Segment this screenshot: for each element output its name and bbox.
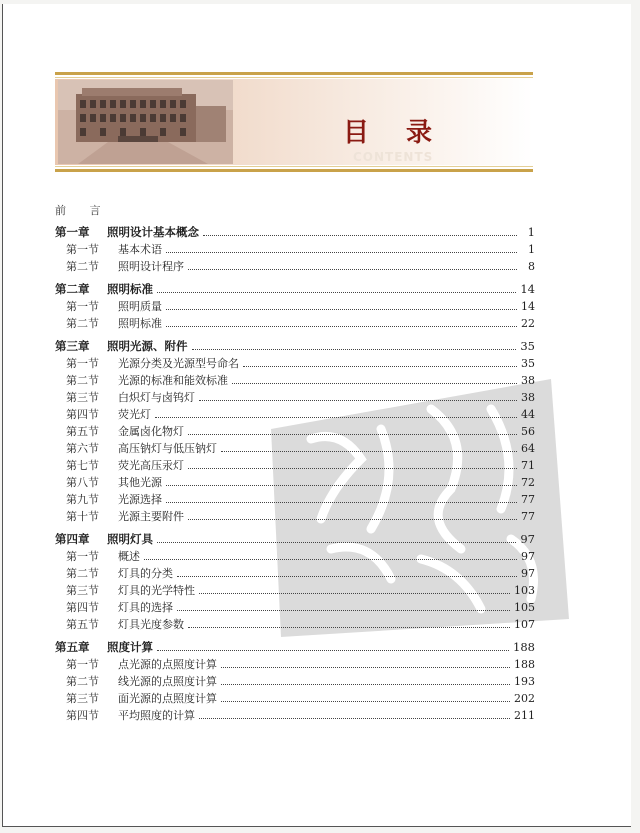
dot-leader: [221, 700, 510, 702]
section-title: 灯具的光学特性: [118, 584, 195, 597]
section-number: 第一节: [66, 550, 99, 563]
toc-section-row[interactable]: [55, 490, 535, 507]
chapter-number: 第五章: [55, 640, 90, 654]
toc-section-row[interactable]: [55, 439, 535, 456]
toc-section-row[interactable]: [55, 240, 535, 257]
section-number: 第四节: [66, 408, 99, 421]
toc-section-row[interactable]: [55, 388, 535, 405]
chapter-title: 照明设计基本概念: [107, 225, 199, 239]
page-number: 1: [528, 243, 535, 256]
section-title: 面光源的点照度计算: [118, 692, 217, 705]
page-number: 1: [527, 225, 535, 239]
page-number: 8: [528, 260, 535, 273]
toc-chapter-row[interactable]: [55, 337, 535, 354]
toc-section-row[interactable]: [55, 547, 535, 564]
dot-leader: [221, 683, 510, 685]
dot-leader: [221, 450, 517, 452]
section-title: 概述: [118, 550, 140, 563]
section-number: 第二节: [66, 260, 99, 273]
section-number: 第九节: [66, 493, 99, 506]
toc-section-row[interactable]: [55, 257, 535, 274]
toc-section-row[interactable]: [55, 598, 535, 615]
chapter-title: 照明标准: [107, 282, 153, 296]
toc-section-row[interactable]: [55, 507, 535, 524]
toc-chapter-4: [55, 530, 535, 632]
toc-chapter-1: [55, 223, 535, 274]
header-rule-top-thin: [55, 77, 533, 78]
page-number: 14: [521, 300, 535, 313]
chapter-number: 第一章: [55, 225, 90, 239]
section-title: 灯具的分类: [118, 567, 173, 580]
dot-leader: [155, 416, 517, 418]
dot-leader: [199, 592, 510, 594]
toc-section-row[interactable]: [55, 473, 535, 490]
toc-chapter-row[interactable]: [55, 638, 535, 655]
section-title: 其他光源: [118, 476, 162, 489]
page-title: 目 录: [343, 118, 447, 148]
section-title: 线光源的点照度计算: [118, 675, 217, 688]
page-number: 211: [514, 709, 535, 722]
page-number: 193: [514, 675, 535, 688]
toc-chapter-2: [55, 280, 535, 331]
dot-leader: [188, 518, 517, 520]
section-title: 荧光高压汞灯: [118, 459, 184, 472]
page-number: 14: [520, 282, 535, 296]
page-number: 202: [514, 692, 535, 705]
section-number: 第三节: [66, 584, 99, 597]
page-number: 38: [521, 374, 535, 387]
section-title: 荧光灯: [118, 408, 151, 421]
page-number: 44: [521, 408, 535, 421]
toc-section-row[interactable]: [55, 689, 535, 706]
toc-section-row[interactable]: [55, 456, 535, 473]
section-title: 灯具光度参数: [118, 618, 184, 631]
section-number: 第二节: [66, 567, 99, 580]
section-number: 第二节: [66, 675, 99, 688]
toc-section-row[interactable]: [55, 672, 535, 689]
dot-leader: [192, 348, 517, 350]
page-number: 35: [520, 339, 535, 353]
header-rule-bottom-thin: [55, 166, 533, 167]
page-number: 72: [521, 476, 535, 489]
page-number: 97: [521, 550, 535, 563]
dot-leader: [166, 308, 517, 310]
page-number: 188: [514, 658, 535, 671]
chapter-title: 照明光源、附件: [107, 339, 188, 353]
page-number: 22: [521, 317, 535, 330]
toc-section-row[interactable]: [55, 615, 535, 632]
toc-section-row[interactable]: [55, 655, 535, 672]
page-subtitle: CONTENTS: [353, 150, 434, 164]
toc-chapter-3: [55, 337, 535, 524]
section-title: 灯具的选择: [118, 601, 173, 614]
section-number: 第一节: [66, 300, 99, 313]
toc-chapter-row[interactable]: [55, 280, 535, 297]
section-title: 照明标准: [118, 317, 162, 330]
section-title: 金属卤化物灯: [118, 425, 184, 438]
section-title: 光源主要附件: [118, 510, 184, 523]
chapter-number: 第四章: [55, 532, 90, 546]
section-number: 第二节: [66, 374, 99, 387]
page-number: 105: [514, 601, 535, 614]
section-title: 白炽灯与卤钨灯: [118, 391, 195, 404]
dot-leader: [166, 501, 517, 503]
dot-leader: [188, 433, 517, 435]
section-title: 照明设计程序: [118, 260, 184, 273]
section-number: 第一节: [66, 357, 99, 370]
dot-leader: [177, 609, 510, 611]
header-rule-top: [55, 72, 533, 75]
chapter-title: 照明灯具: [107, 532, 153, 546]
dot-leader: [166, 484, 517, 486]
dot-leader: [157, 649, 509, 651]
header-rule-bottom: [55, 169, 533, 172]
page-number: 97: [520, 532, 535, 546]
page-number: 107: [514, 618, 535, 631]
preface-entry[interactable]: 前 言: [55, 204, 111, 217]
chapter-number: 第三章: [55, 339, 90, 353]
section-number: 第十节: [66, 510, 99, 523]
dot-leader: [199, 717, 510, 719]
dot-leader: [232, 382, 517, 384]
section-number: 第一节: [66, 243, 99, 256]
section-number: 第三节: [66, 391, 99, 404]
dot-leader: [203, 234, 517, 236]
toc-section-row[interactable]: [55, 297, 535, 314]
toc-section-row[interactable]: [55, 405, 535, 422]
chapter-number: 第二章: [55, 282, 90, 296]
section-title: 高压钠灯与低压钠灯: [118, 442, 217, 455]
dot-leader: [157, 541, 516, 543]
dot-leader: [144, 558, 517, 560]
dot-leader: [243, 365, 517, 367]
section-number: 第三节: [66, 692, 99, 705]
section-number: 第二节: [66, 317, 99, 330]
page-number: 64: [521, 442, 535, 455]
page-number: 77: [521, 510, 535, 523]
dot-leader: [188, 268, 517, 270]
building-photo-icon: [58, 80, 233, 164]
toc-section-row[interactable]: [55, 581, 535, 598]
section-title: 基本术语: [118, 243, 162, 256]
table-of-contents: [55, 223, 535, 727]
dot-leader: [199, 399, 517, 401]
section-title: 光源的标准和能效标准: [118, 374, 228, 387]
section-title: 平均照度的计算: [118, 709, 195, 722]
page-number: 77: [521, 493, 535, 506]
section-number: 第一节: [66, 658, 99, 671]
page-number: 71: [521, 459, 535, 472]
toc-section-row[interactable]: [55, 314, 535, 331]
section-title: 照明质量: [118, 300, 162, 313]
section-title: 光源选择: [118, 493, 162, 506]
section-number: 第六节: [66, 442, 99, 455]
toc-chapter-5: [55, 638, 535, 723]
section-title: 光源分类及光源型号命名: [118, 357, 239, 370]
section-number: 第四节: [66, 601, 99, 614]
toc-section-row[interactable]: [55, 354, 535, 371]
toc-chapter-row[interactable]: [55, 530, 535, 547]
toc-section-row[interactable]: [55, 371, 535, 388]
dot-leader: [188, 626, 510, 628]
page-number: 188: [513, 640, 535, 654]
section-number: 第五节: [66, 425, 99, 438]
dot-leader: [221, 666, 510, 668]
page-number: 35: [521, 357, 535, 370]
page-number: 103: [514, 584, 535, 597]
section-number: 第五节: [66, 618, 99, 631]
dot-leader: [166, 251, 517, 253]
page-number: 38: [521, 391, 535, 404]
section-number: 第四节: [66, 709, 99, 722]
section-title: 点光源的点照度计算: [118, 658, 217, 671]
toc-section-row[interactable]: [55, 706, 535, 723]
page-number: 97: [521, 567, 535, 580]
toc-section-row[interactable]: [55, 422, 535, 439]
dot-leader: [157, 291, 516, 293]
section-number: 第八节: [66, 476, 99, 489]
dot-leader: [177, 575, 517, 577]
dot-leader: [166, 325, 517, 327]
dot-leader: [188, 467, 517, 469]
section-number: 第七节: [66, 459, 99, 472]
chapter-title: 照度计算: [107, 640, 153, 654]
document-page: [2, 4, 631, 827]
toc-section-row[interactable]: [55, 564, 535, 581]
toc-chapter-row[interactable]: [55, 223, 535, 240]
page-number: 56: [521, 425, 535, 438]
